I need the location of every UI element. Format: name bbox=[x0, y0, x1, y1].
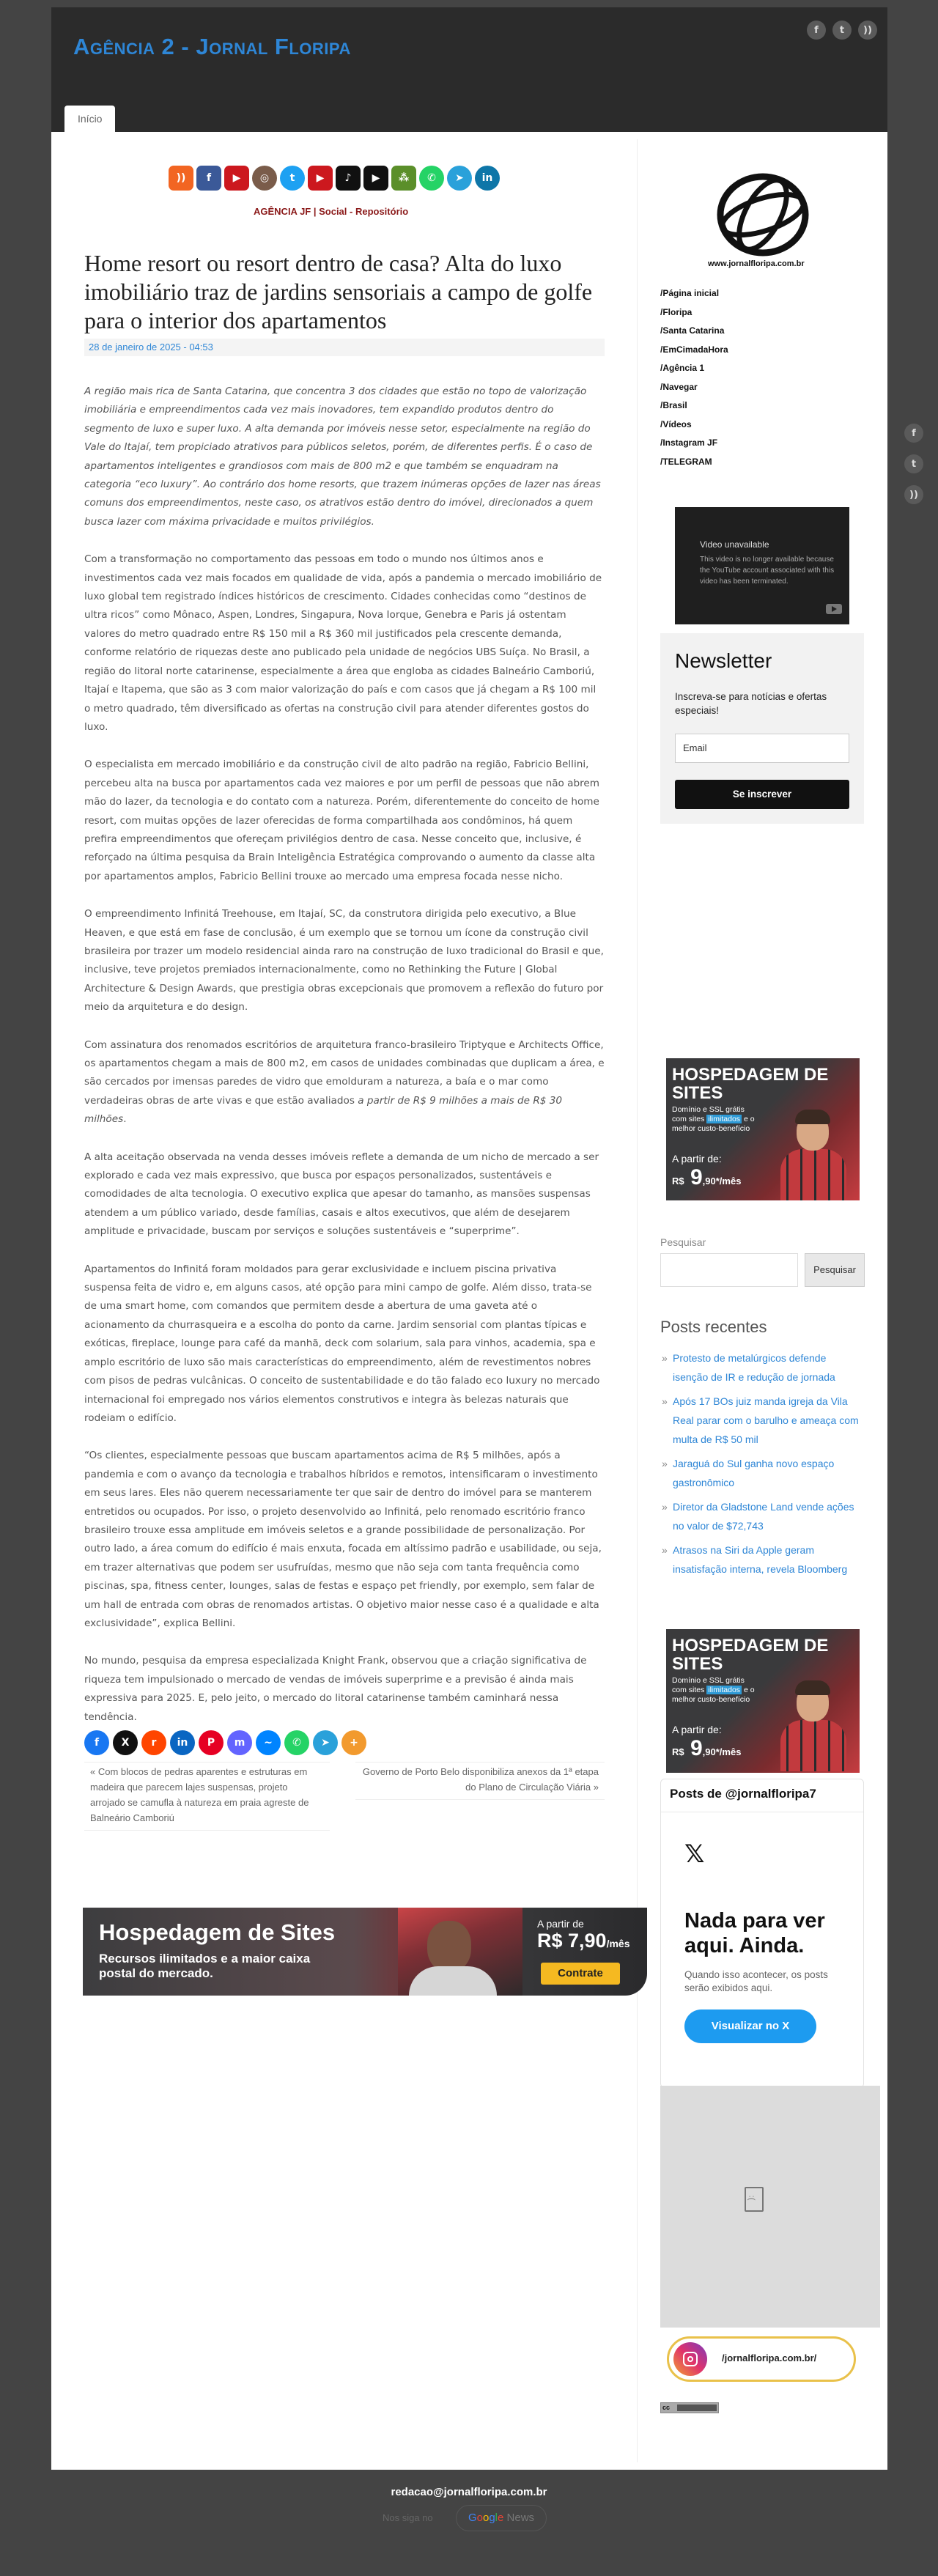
article-paragraph: O especialista em mercado imobiliário e da construção civil de alto padrão na região, Fabricio Bellini, percebeu alta na busca por apartamentos cada vez maiores e por um perfil de pessoas que não abrem mão do lazer, da tecnologia e do contato com a natureza. Porém, diferentemente do conceito de home resort, com muitas opções de lazer oferecidas de forma compartilhada aos condôminos, há quem prefira empreendimentos que ofereçam privilégios dentro de casa. Nesse conceito que, inclusive, é reforçado na última pesquisa da Brain Inteligência Estratégica comprovando o aumento da classe alta por apartamentos amplos, Fabricio Bellini trouxe ao mercado uma empresa focada nesse nicho. bbox=[84, 759, 600, 882]
logo-url: www.jornalfloripa.com.br bbox=[708, 259, 805, 268]
email-field[interactable]: Email bbox=[675, 734, 849, 763]
video-message: This video is no longer available because the YouTube account associated with this video has been terminated. bbox=[700, 556, 835, 586]
article-paragraph: “Os clientes, especialmente pessoas que buscam apartamentos acima de R$ 5 milhões, após a pandemia e com o avanço da tecnologia e trabalhos híbridos e remotos, intensificaram o investimento em seus lares. Eles não querem necessariamente ter que sair de dentro do imóvel para se manterem entretidos ou ocupados. Por isso, o projeto desenvolvido ao Infinitá, pelo renomado escritório franco brasileiro trouxe essa amplitude em imóveis seletos e a grande possibilidade de personalização. Por outro lado, a área comum do edifício é mais enxuta, focada em altíssimo padrão e usabilidade, ou seja, em trazer alternativas que podem ser usufruídas, mesmo que não seja com tanta frequência como piscinas, spa, fitness center, lounges, salas de festas e espaço pet friendly, por exemplo, sem falar de um hall de entrada com obras de renomados artistas. O objetivo maior nesse caso é a qualidade e alta exclusividade”, explica Bellini. bbox=[84, 1450, 602, 1629]
network-icon[interactable]: ⁂ bbox=[391, 166, 416, 191]
ad-title: HOSPEDAGEM DE SITES bbox=[672, 1636, 829, 1674]
twitter-icon[interactable]: t bbox=[904, 454, 923, 473]
x-empty-text: Quando isso acontecer, os posts serão exibidos aqui. bbox=[684, 1969, 828, 1993]
agencia-line[interactable]: AGÊNCIA JF | Social - Repositório bbox=[254, 206, 409, 217]
price-range: a partir de R$ 9 milhões a mais de R$ 30 milhões bbox=[84, 1094, 563, 1126]
banner-title: Hospedagem de Sites bbox=[99, 1919, 336, 1945]
banner-price-label: A partir de bbox=[537, 1918, 584, 1930]
ad-subtitle: Domínio e SSL grátis com sites ilimitados e o melhor custo-benefício bbox=[672, 1676, 755, 1704]
sidebar-link[interactable]: /Santa Catarina bbox=[660, 325, 725, 336]
instagram-icon[interactable]: ◎ bbox=[252, 166, 277, 191]
rss-icon[interactable]: )) bbox=[858, 21, 877, 40]
share-buttons bbox=[84, 1730, 366, 1755]
x-timeline-widget bbox=[660, 1779, 864, 2088]
ad-price: R$ 9,90*/mês bbox=[672, 1165, 742, 1189]
facebook-icon[interactable]: f bbox=[904, 424, 923, 443]
twitter-icon[interactable]: t bbox=[280, 166, 305, 191]
youtube-icon[interactable]: ▶ bbox=[224, 166, 249, 191]
instagram-link[interactable] bbox=[667, 2336, 856, 2382]
footer-follow-label: Nos siga no bbox=[383, 2512, 433, 2523]
subscribe-button[interactable]: Se inscrever bbox=[675, 780, 849, 809]
rss-icon[interactable]: )) bbox=[169, 166, 193, 191]
previous-post-link[interactable]: « Com blocos de pedras aparentes e estruturas em madeira que parecem lajes suspensas, projeto arrojado se camufla à natureza em praia agreste de Balneário Camboriú bbox=[84, 1762, 330, 1831]
article-paragraph: Com assinatura dos renomados escritórios de arquitetura franco-brasileiro Triptyque e Architects Office, os apartamentos chegam a mais de 800 m2, em casos de unidades combinadas que duplicam a área, e são cercados por imensas paredes de vidro que emolduram a natureza, a baía e o mar como verdadeiras obras de arte vivas e que estão avaliados a partir de R$ 9 milhões a mais de R$ 30 milhões. bbox=[84, 1038, 605, 1126]
view-on-x-button[interactable]: Visualizar no X bbox=[684, 2009, 816, 2043]
twitter-icon[interactable]: t bbox=[832, 21, 852, 40]
recent-post-link[interactable]: » Após 17 BOs juiz manda igreja da Vila Real parar com o barulho e ameaça com multa de R$ 50 mil bbox=[660, 1392, 862, 1449]
recent-post-link[interactable]: » Atrasos na Siri da Apple geram insatisfação interna, revela Bloomberg bbox=[660, 1540, 862, 1579]
facebook-icon[interactable]: f bbox=[196, 166, 221, 191]
article-paragraph: Apartamentos do Infinitá foram moldados para gerar exclusividade e incluem piscina privativa suspensa feita de vidro e, em alguns casos, até opção para mini campo de golfe. Além disso, trata-se de uma smart home, com comandos que permitem desde a abertura de uma gaveta até o acionamento da churrasqueira e a escolha do ponto da carne. Jardim sensorial com plantas típicas e exóticas, fireplace, lounge para café da manhã, deck com solarium, sala para vinhos, academia, spa e amplo escritório de luxo são mais características do empreendimento, além de revestimentos nobres com pisos de pedras vulcânicas. O conceito de sustentabilidade e do tão falado eco luxury no mercado internacional foi empregado nos vários elementos construtivos e integra às belezas naturais que rodeiam o edifício. bbox=[84, 1263, 600, 1424]
article-meta bbox=[84, 339, 605, 356]
linkedin-icon[interactable]: in bbox=[475, 166, 500, 191]
banner-photo-face bbox=[427, 1921, 471, 1972]
sidebar-link[interactable]: /Página inicial bbox=[660, 288, 720, 298]
x-icon[interactable]: X bbox=[113, 1730, 138, 1755]
sidebar-link[interactable]: /TELEGRAM bbox=[660, 456, 712, 467]
article-paragraph: A alta aceitação observada na venda desses imóveis reflete a demanda de um nicho de mercado a ser explorado e cada vez mais expressivo, que busca por espaços personalizados, sustentáveis e comodidades de alta tecnologia. O executivo explica que apesar do tamanho, as mansões suspensas atendem a um público variado, desde famílias, casais e altos executivos, que além de desejarem amplitude e privacidade, buscam por serviços e soluções sustentáveis e “superprime”. bbox=[84, 1151, 599, 1238]
video-embed[interactable] bbox=[675, 507, 849, 624]
facebook-icon[interactable]: f bbox=[84, 1730, 109, 1755]
banner-photo-shirt bbox=[409, 1966, 497, 1996]
article-paragraph: O empreendimento Infinitá Treehouse, em Itajaí, SC, da construtora dirigida pelo executivo, a Blue Heaven, e que está em fase de conclusão, é um exemplo que se tornou um ícone da construção civil brasileira por trazer um modelo residencial ainda raro na construção de luxo tradicional do Brasil e que, inclusive, teve projetos premiados internacionalmente, como no Rethinking the Future | Global Architecture & Design Awards, que prestigia obras excepcionais que promovem a reflexão do futuro por meio da arquitetura e do design. bbox=[84, 908, 604, 1014]
banner-subtitle: Recursos ilimitados e a maior caixa postal do mercado. bbox=[99, 1952, 311, 1980]
site-logo[interactable] bbox=[705, 172, 821, 271]
article-title: Home resort ou resort dentro de casa? Alta do luxo imobiliário traz de jardins sensoriais a campo de golfe para o interior dos apartamentos bbox=[84, 250, 593, 333]
site-header bbox=[51, 7, 887, 132]
newsletter-widget bbox=[660, 633, 864, 824]
pinterest-icon[interactable]: P bbox=[199, 1730, 224, 1755]
sidebar-link[interactable]: /Floripa bbox=[660, 306, 693, 317]
search-input[interactable] bbox=[660, 1253, 798, 1287]
top-social-icons bbox=[169, 166, 500, 191]
messenger-icon[interactable]: ~ bbox=[256, 1730, 281, 1755]
banner-price: R$ 7,90/mês bbox=[537, 1930, 630, 1952]
ad-price-label: A partir de: bbox=[672, 1153, 722, 1165]
hosting-banner-ad[interactable] bbox=[83, 1908, 647, 1996]
facebook-icon[interactable]: f bbox=[807, 21, 826, 40]
x-empty-title: Nada para ver aqui. Ainda. bbox=[684, 1909, 825, 1957]
instagram-icon bbox=[673, 2342, 707, 2376]
floating-social bbox=[904, 424, 923, 504]
sidebar-link[interactable]: /Agência 1 bbox=[660, 363, 705, 373]
broken-page-icon bbox=[745, 2187, 764, 2212]
youtube-icon[interactable] bbox=[826, 604, 842, 614]
newsletter-title: Newsletter bbox=[675, 649, 772, 672]
share-plus-icon[interactable]: + bbox=[341, 1730, 366, 1755]
banner-contrate-button[interactable]: Contrate bbox=[541, 1963, 620, 1985]
search-button[interactable]: Pesquisar bbox=[805, 1253, 865, 1287]
x-widget-header[interactable]: Posts de @jornalfloripa7 bbox=[670, 1787, 816, 1801]
post-navigation bbox=[84, 1762, 605, 1828]
video-title: Video unavailable bbox=[700, 539, 769, 550]
recent-posts-title: Posts recentes bbox=[660, 1318, 767, 1336]
search-label: Pesquisar bbox=[660, 1236, 706, 1248]
recent-post-link[interactable]: » Jaraguá do Sul ganha novo espaço gastronômico bbox=[660, 1454, 862, 1492]
sidebar-link[interactable]: /Brasil bbox=[660, 400, 687, 410]
ad-photo bbox=[776, 1110, 849, 1200]
rss-icon[interactable]: )) bbox=[904, 485, 923, 504]
article-date[interactable]: 28 de janeiro de 2025 - 04:53 bbox=[89, 342, 213, 353]
recent-post-link[interactable]: » Protesto de metalúrgicos defende isenção de IR e redução de jornada bbox=[660, 1348, 862, 1387]
ad-price: R$ 9,90*/mês bbox=[672, 1736, 742, 1760]
x-logo-icon: 𝕏 bbox=[684, 1839, 705, 1869]
sidebar-link[interactable]: /EmCimadaHora bbox=[660, 344, 728, 355]
mastodon-icon[interactable]: m bbox=[227, 1730, 252, 1755]
footer-email[interactable]: redacao@jornalfloripa.com.br bbox=[391, 2486, 547, 2498]
ad-subtitle: Domínio e SSL grátis com sites ilimitados e o melhor custo-benefício bbox=[672, 1105, 755, 1133]
creative-commons-badge[interactable] bbox=[660, 2402, 719, 2413]
article-body bbox=[84, 383, 605, 1746]
hosting-ad[interactable] bbox=[666, 1058, 860, 1200]
sidebar-divider bbox=[637, 139, 638, 2462]
reddit-icon[interactable]: r bbox=[141, 1730, 166, 1755]
ad-photo bbox=[776, 1680, 849, 1771]
linkedin-icon[interactable]: in bbox=[170, 1730, 195, 1755]
ad-price-label: A partir de: bbox=[672, 1724, 722, 1735]
embed-placeholder bbox=[660, 2086, 880, 2328]
youtube-icon[interactable]: ▶ bbox=[308, 166, 333, 191]
ad-title: HOSPEDAGEM DE SITES bbox=[672, 1065, 829, 1103]
sidebar-link[interactable]: /Navegar bbox=[660, 381, 698, 392]
article-lead: A região mais rica de Santa Catarina, que concentra 3 dos cidades que estão no topo de valorização imobiliária e empreendimentos cada vez mais inovadores, tem expandido produtos dentro do segmento de luxo e super luxo. A alta demanda por imóveis nesse setor, especialmente na região do Vale do Itajaí, tem propiciado atrativos para públicos seletos, porém, de diferentes perfis. É o caso de apartamentos inteligentes e grandiosos com mais de 800 m2 e que também se enquadram na categoria “eco luxury”. Ao contrário dos home resorts, que trazem inúmeras opções de lazer nas áreas comuns dos empreendimentos, neste caso, os atrativos estão dentro do imóvel, direcionados a quem busca lazer com máxima privacidade e muitos privilégios. bbox=[84, 385, 601, 528]
site-title[interactable]: Agência 2 - Jornal Floripa bbox=[73, 34, 351, 59]
whatsapp-icon[interactable]: ✆ bbox=[284, 1730, 309, 1755]
next-post-link[interactable]: Governo de Porto Belo disponibiliza anexos da 1ª etapa do Plano de Circulação Viária » bbox=[355, 1762, 605, 1800]
telegram-icon[interactable]: ➤ bbox=[447, 166, 472, 191]
tiktok-icon[interactable]: ♪ bbox=[336, 166, 361, 191]
google-news-button[interactable]: Google News bbox=[456, 2505, 547, 2531]
article-paragraph: Com a transformação no comportamento das pessoas em todo o mundo nos últimos anos e investimentos cada vez mais focados em qualidade de vida, após a pandemia o mercado imobiliário de luxo global tem registrado índices históricos de crescimento. Cidades conhecidas como “destinos de ultra ricos” como Mônaco, Aspen, Londres, Singapura, Nova Iorque, Genebra e Paris já ostentam valores do metro quadrado entre R$ 150 mil a R$ 360 mil justificados pela crescente demanda, conforme relatório de riquezas deste ano publicado pela unidade de negócios UBS Suíça. No Brasil, a região do litoral norte catarinense, especialmente a área que engloba as cidades Balneário Camboriú, Itajaí e Itapema, que são as 3 com maior valorização do país e com casos que já chegam a R$ 100 mil o metro quadrado, têm diversificado as ofertas na construção civil para atender diferentes gostos do luxo. bbox=[84, 553, 602, 733]
recent-post-link[interactable]: » Diretor da Gladstone Land vende ações no valor de $72,743 bbox=[660, 1497, 862, 1535]
instagram-handle: /jornalfloripa.com.br/ bbox=[722, 2352, 817, 2363]
sidebar-link[interactable]: /Vídeos bbox=[660, 418, 692, 429]
newsletter-text: Inscreva-se para notícias e ofertas especiais! bbox=[675, 691, 827, 716]
recent-posts-list bbox=[660, 1348, 862, 1584]
telegram-icon[interactable]: ➤ bbox=[313, 1730, 338, 1755]
globe-logo-icon bbox=[705, 172, 821, 260]
article-paragraph: No mundo, pesquisa da empresa especializada Knight Frank, observou que a criação significativa de riqueza tem impulsionado o mercado de vendas de imóveis superprime e a previsão é ainda mais expressiva para 2025. E, pelo jeito, o mercado do litoral catarinense também caminhará nessa tendência. bbox=[84, 1655, 587, 1723]
hosting-ad[interactable] bbox=[666, 1629, 860, 1773]
sidebar-link[interactable]: /Instagram JF bbox=[660, 438, 718, 448]
whatsapp-icon[interactable]: ✆ bbox=[419, 166, 444, 191]
header-social bbox=[807, 21, 877, 40]
youtube-play-icon[interactable]: ▶ bbox=[363, 166, 388, 191]
sidebar-menu bbox=[660, 284, 728, 471]
nav-tab-home[interactable]: Início bbox=[64, 106, 115, 132]
